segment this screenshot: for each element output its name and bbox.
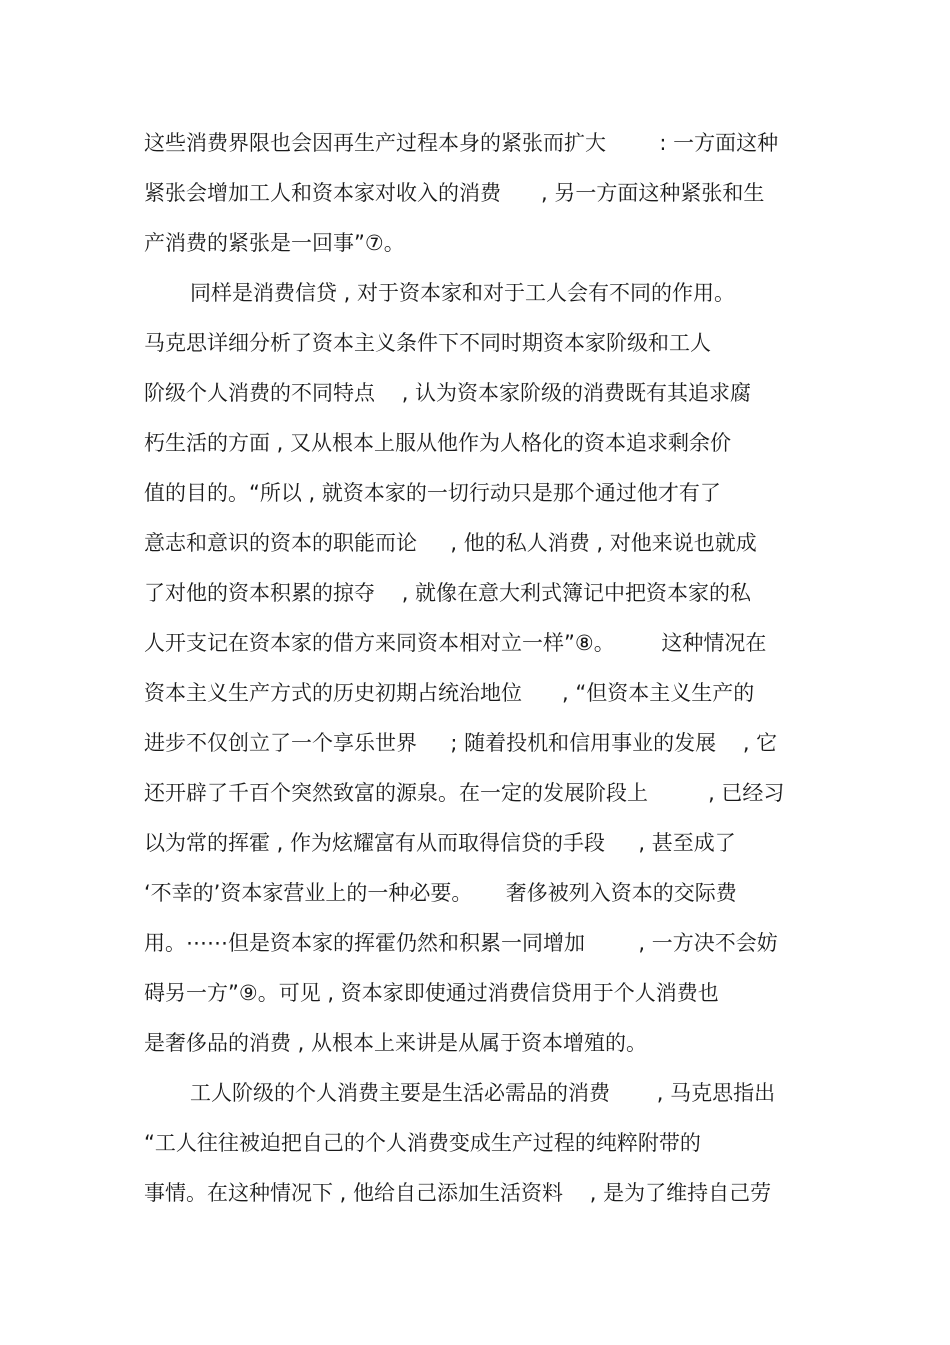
text-line: 阶级个人消费的不同特点 , 认为资本家阶级的消费既有其追求腐 (144, 381, 752, 405)
text-line: 朽生活的方面 , 又从根本上服从他作为人格化的资本追求剩余价 (144, 431, 732, 455)
text-line: 是奢侈品的消费 , 从根本上来讲是从属于资本增殖的。 (144, 1031, 648, 1055)
text-line: 进步不仅创立了一个享乐世界 ; 随着投机和信用事业的发展 , 它 (144, 731, 778, 755)
text-line: “工人往往被迫把自己的个人消费变成生产过程的纯粹附带的 (144, 1131, 701, 1155)
text-line: 意志和意识的资本的职能而论 , 他的私人消费 , 对他来说也就成 (144, 531, 757, 555)
text-line: 这些消费界限也会因再生产过程本身的紧张而扩大 : 一方面这种 (144, 131, 779, 155)
text-line: 紧张会增加工人和资本家对收入的消费 , 另一方面这种紧张和生 (144, 181, 765, 205)
text-line: 马克思详细分析了资本主义条件下不同时期资本家阶级和工人 (144, 331, 711, 355)
text-line: 资本主义生产方式的历史初期占统治地位 , “但资本主义生产的 (144, 681, 755, 705)
body-text (144, 118, 814, 1218)
text-line: 人开支记在资本家的借方来同资本相对立一样”⑧。 这种情况在 (144, 631, 767, 655)
text-line: 值的目的。“所以 , 就资本家的一切行动只是那个通过他才有了 (144, 481, 721, 505)
paragraph-start-line: 工人阶级的个人消费主要是生活必需品的消费 , 马克思指出 (190, 1081, 776, 1105)
text-line: 以为常的挥霍 , 作为炫耀富有从而取得信贷的手段 , 甚至成了 (144, 831, 736, 855)
text-line: 事情。在这种情况下 , 他给自己添加生活资料 , 是为了维持自己劳 (144, 1181, 772, 1205)
text-line: 碍另一方”⑨。可见 , 资本家即使通过消费信贷用于个人消费也 (144, 981, 719, 1005)
text-line: 了对他的资本积累的掠夺 , 就像在意大利式簿记中把资本家的私 (144, 581, 752, 605)
text-line: 产消费的紧张是一回事”⑦。 (144, 231, 405, 255)
paragraph-start-line: 同样是消费信贷 , 对于资本家和对于工人会有不同的作用。 (190, 281, 736, 305)
text-line: ‘不幸的’资本家营业上的一种必要。 奢侈被列入资本的交际费 (144, 881, 737, 905)
text-line: 还开辟了千百个突然致富的源泉。在一定的发展阶段上 , 已经习 (144, 781, 785, 805)
text-line: 用。⋯⋯但是资本家的挥霍仍然和积累一同增加 , 一方决不会妨 (144, 931, 778, 955)
